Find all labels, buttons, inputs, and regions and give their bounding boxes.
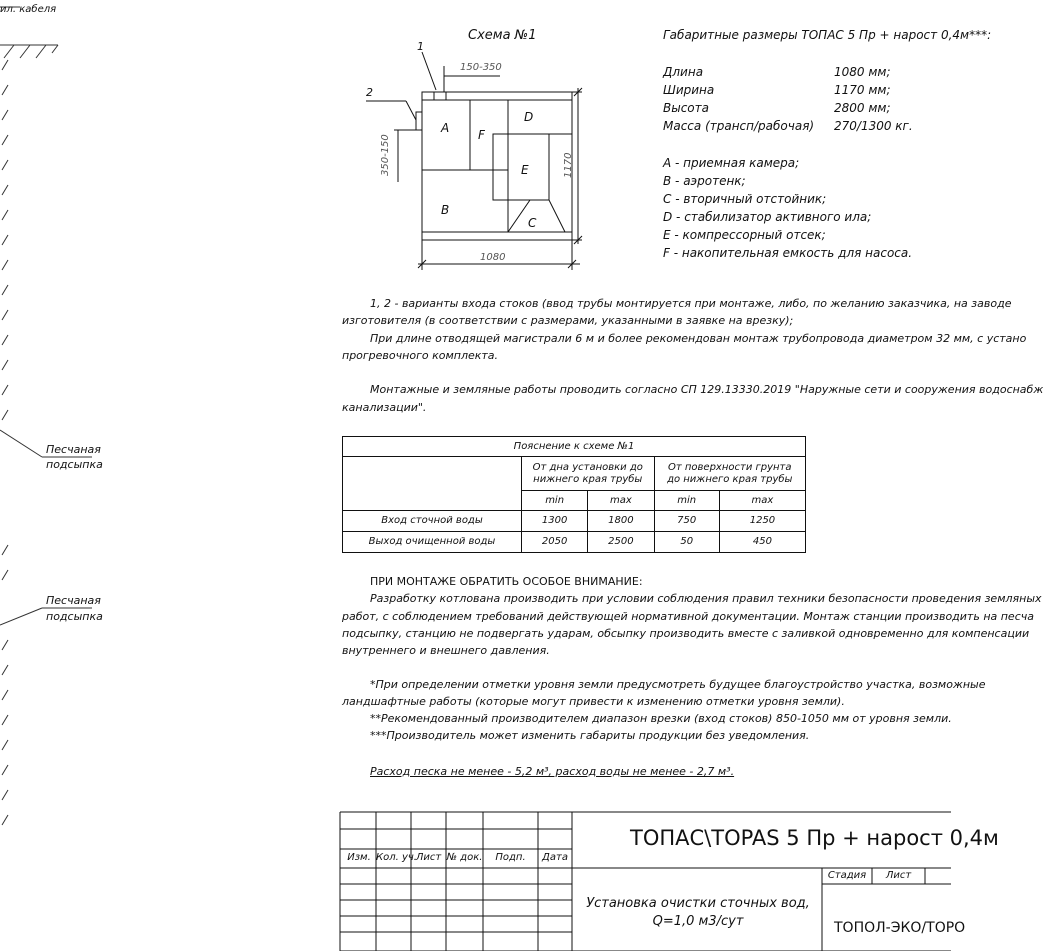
zone-c: C: [528, 216, 537, 230]
tb-stage: Стадия: [827, 870, 867, 881]
scheme-title: Схема №1: [468, 28, 537, 43]
footnote-1-line2: ландшафтные работы (которые могут привести к изменению отметки уровня земли).: [342, 695, 845, 708]
cell: 50: [654, 532, 719, 553]
cell: 1300: [522, 511, 588, 532]
note-3-line1: Монтажные и земляные работы проводить согласно СП 129.13330.2019 "Наружные сети и сооружения водоснабж: [370, 383, 1043, 396]
attention-line2: работ, с соблюдением требований действующей нормативной документации. Монтаж станции производить на песча: [342, 610, 1034, 623]
cable-label: ил. кабеля: [0, 4, 57, 15]
company-name: ТОПОЛ-ЭКО/ТОРО: [834, 920, 966, 936]
note-2-line2: прогревочного комплекта.: [342, 349, 499, 362]
cell: 750: [654, 511, 719, 532]
spec-value-length: 1080 мм;: [834, 65, 891, 79]
tb-col-list: Лист: [415, 852, 442, 863]
sand-callout-2-line2: подсыпка: [46, 610, 103, 623]
table-min-1: min: [522, 491, 588, 511]
table-max-2: max: [719, 491, 805, 511]
table-corner: [343, 457, 522, 511]
spec-value-width: 1170 мм;: [834, 83, 891, 97]
legend-item: D - стабилизатор активного ила;: [663, 210, 872, 224]
tb-col-date: Дата: [542, 852, 568, 863]
table-title: Пояснение к схеме №1: [343, 437, 806, 457]
spec-value-height: 2800 мм;: [834, 101, 891, 115]
spec-label-width: Ширина: [663, 83, 715, 97]
row-label: Выход очищенной воды: [343, 532, 522, 553]
sand-water-consumption: Расход песка не менее - 5,2 м³, расход воды не менее - 2,7 м³.: [370, 765, 735, 778]
product-title: ТОПАС\TOPAS 5 Пр + нарост 0,4м: [630, 826, 999, 850]
zone-f: F: [478, 128, 485, 142]
sand-callout-1-line1: Песчаная: [46, 443, 101, 456]
tb-col-doc: № док.: [446, 852, 483, 863]
description-line2: Q=1,0 м3/сут: [652, 914, 744, 929]
dim-top: 150-350: [460, 62, 502, 73]
zone-d: D: [524, 110, 534, 124]
note-3-line2: канализации".: [342, 401, 427, 414]
explanation-table: [342, 436, 806, 553]
zone-e: E: [521, 163, 529, 177]
table-group-2: От поверхности грунта до нижнего края трубы: [654, 457, 805, 491]
footnote-2: **Рекомендованный производителем диапазон врезки (вход стоков) 850-1050 мм от уровня земли.: [370, 712, 952, 725]
footnote-3: ***Производитель может изменить габариты продукции без уведомления.: [370, 729, 810, 742]
dim-bottom: 1080: [480, 252, 506, 263]
zone-a: A: [441, 121, 450, 135]
cell: 450: [719, 532, 805, 553]
legend-item: Е - компрессорный отсек;: [663, 228, 826, 242]
note-1-line1: 1, 2 - варианты входа стоков (ввод трубы монтируется при монтаже, либо, по желанию заказчика, на заводе: [370, 297, 1012, 310]
sand-callout-1-line2: подсыпка: [46, 458, 103, 471]
scheme-drawing: [366, 52, 582, 270]
dim-left: 350-150: [380, 134, 391, 176]
table-row: [343, 511, 806, 532]
inlet-marker-1: 1: [417, 40, 424, 53]
tb-col-izm: Изм.: [347, 852, 371, 863]
spec-label-height: Высота: [663, 101, 709, 115]
legend-item: В - аэротенк;: [663, 174, 746, 188]
tb-col-kol: Кол. уч.: [376, 852, 417, 863]
note-2-line1: При длине отводящей магистрали 6 м и более рекомендован монтаж трубопровода диаметром 32 мм, с устано: [370, 332, 1027, 345]
trench-wall: [0, 7, 92, 825]
tb-sheet: Лист: [885, 870, 912, 881]
footnote-1-line1: *При определении отметки уровня земли предусмотреть будущее благоустройство участка, возможные: [370, 678, 986, 691]
cell: 2500: [588, 532, 654, 553]
cell: 1250: [719, 511, 805, 532]
description-line1: Установка очистки сточных вод,: [586, 896, 810, 911]
legend-item: F - накопительная емкость для насоса.: [663, 246, 913, 260]
attention-heading: ПРИ МОНТАЖЕ ОБРАТИТЬ ОСОБОЕ ВНИМАНИЕ:: [370, 575, 643, 588]
note-1-line2: изготовителя (в соответствии с размерами, указанными в заявке на врезку);: [342, 314, 794, 327]
attention-line1: Разработку котлована производить при условии соблюдения правил техники безопасности проведения земляных: [370, 592, 1042, 605]
legend-item: А - приемная камера;: [663, 156, 800, 170]
table-min-2: min: [654, 491, 719, 511]
sand-callout-2-line1: Песчаная: [46, 594, 101, 607]
row-label: Вход сточной воды: [343, 511, 522, 532]
zone-b: B: [441, 203, 450, 217]
legend-item: С - вторичный отстойник;: [663, 192, 827, 206]
table-group-1: От дна установки до нижнего края трубы: [522, 457, 655, 491]
tb-col-podp: Подп.: [495, 852, 526, 863]
specs-title: Габаритные размеры ТОПАС 5 Пр + нарост 0,4м***:: [663, 28, 992, 42]
table-row: [343, 532, 806, 553]
attention-line4: внутреннего и внешнего давления.: [342, 644, 550, 657]
dim-right: 1170: [563, 152, 574, 178]
cell: 1800: [588, 511, 654, 532]
spec-value-mass: 270/1300 кг.: [834, 119, 913, 133]
inlet-marker-2: 2: [366, 86, 373, 99]
cell: 2050: [522, 532, 588, 553]
spec-label-length: Длина: [663, 65, 704, 79]
attention-line3: подсыпку, станцию не подвергать ударам, обсыпку производить вместе с заливкой одновременно для компенсации: [342, 627, 1030, 640]
table-max-1: max: [588, 491, 654, 511]
spec-label-mass: Масса (трансп/рабочая): [663, 119, 815, 133]
